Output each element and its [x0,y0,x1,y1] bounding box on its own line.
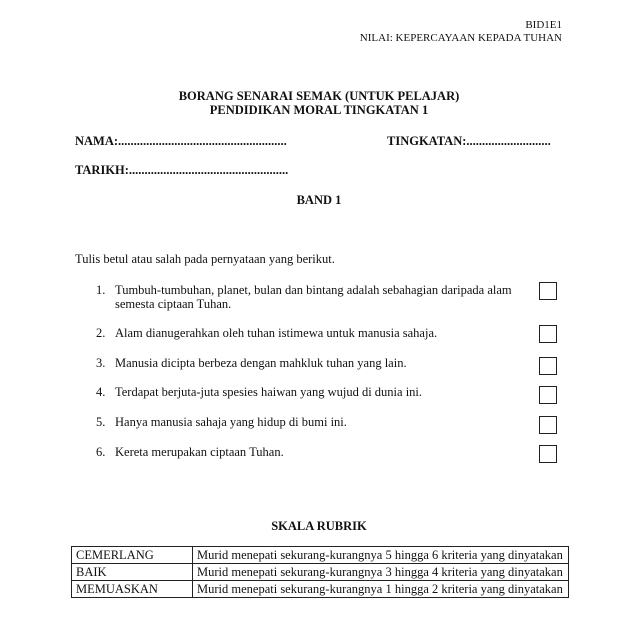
table-row [72,581,569,598]
answer-checkbox[interactable] [539,445,557,463]
rubric-table [71,546,569,598]
rubric-description: Murid menepati sekurang-kurangnya 5 hingga 6 kriteria yang dinyatakan [193,547,569,564]
answer-checkbox[interactable] [539,357,557,375]
subject-value: NILAI: KEPERCAYAAN KEPADA TUHAN [359,32,562,44]
form-title: BORANG SENARAI SEMAK (UNTUK PELAJAR) [178,89,460,103]
instruction-text: Tulis betul atau salah pada pernyataan yang berikut. [75,252,335,266]
question-number: 4. [96,385,106,399]
answer-checkbox[interactable] [539,386,557,404]
band-heading: BAND 1 [296,193,342,207]
rubric-level: BAIK [72,564,193,581]
question-text: Terdapat berjuta-juta spesies haiwan yang wujud di dunia ini. [115,385,423,399]
question-text: Tumbuh-tumbuhan, planet, bulan dan bintang adalah sebahagian daripada alam [115,283,512,297]
name-field[interactable]: NAMA:...................................................... [75,134,287,148]
table-row [72,564,569,581]
question-number: 5. [96,415,106,429]
answer-checkbox[interactable] [539,325,557,343]
question-number: 1. [96,283,106,297]
question-text: Hanya manusia sahaja yang hidup di bumi ini. [115,415,347,429]
question-text-continued: semesta ciptaan Tuhan. [115,297,232,311]
rubric-description: Murid menepati sekurang-kurangnya 3 hingga 4 kriteria yang dinyatakan [193,564,569,581]
question-text: Kereta merupakan ciptaan Tuhan. [115,445,284,459]
rubric-level: CEMERLANG [72,547,193,564]
form-level-field[interactable]: TINGKATAN:........................... [387,134,551,148]
question-number: 3. [96,356,106,370]
rubric-level: MEMUASKAN [72,581,193,598]
question-text: Alam dianugerahkan oleh tuhan istimewa untuk manusia sahaja. [115,326,438,340]
document-code: BID1E1 [525,19,562,31]
table-row [72,547,569,564]
rubric-title: SKALA RUBRIK [271,519,367,533]
question-text: Manusia dicipta berbeza dengan mahkluk tuhan yang lain. [115,356,407,370]
rubric-description: Murid menepati sekurang-kurangnya 1 hingga 2 kriteria yang dinyatakan [193,581,569,598]
question-number: 2. [96,326,106,340]
date-field[interactable]: TARIKH:................................................... [75,163,289,177]
form-subtitle: PENDIDIKAN MORAL TINGKATAN 1 [209,103,429,117]
answer-checkbox[interactable] [539,282,557,300]
question-number: 6. [96,445,106,459]
answer-checkbox[interactable] [539,416,557,434]
